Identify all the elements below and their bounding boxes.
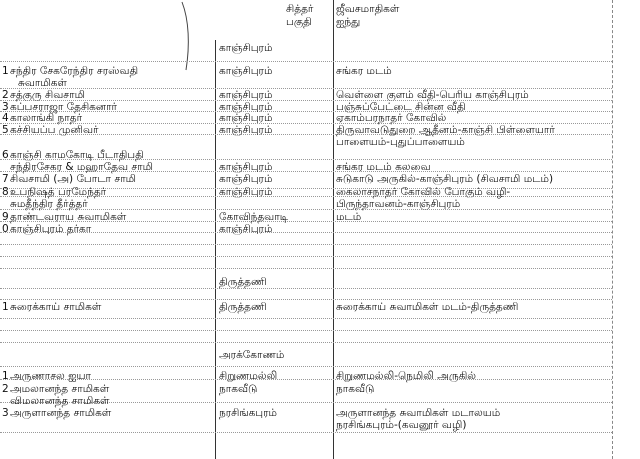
section-title: திருத்தணி	[219, 276, 267, 288]
row-number: 7	[2, 173, 9, 185]
samadhi-location: திருவாவடுதுறை ஆதீனம்-காஞ்சி பிள்ளையார்	[336, 124, 555, 136]
row-number: 2	[2, 89, 9, 101]
siddhar-name: அருணாசல ஐயா	[10, 370, 92, 382]
header-jeevasamadhi: ஜீவசமாதிகள்	[336, 3, 400, 15]
siddhar-name: கச்சியப்ப முனிவர்	[10, 124, 99, 136]
samadhi-location-line2: நரசிங்கபுரம்-(கவனூர் வழி)	[336, 419, 467, 431]
siddhar-name: கப்பசராஜா தேசிகனார்	[10, 101, 118, 113]
samadhi-location-line2: பாளையம்-புதுப்பாளையம்	[336, 136, 465, 148]
section-title: அரக்கோணம்	[219, 349, 285, 361]
place-name: திருத்தணி	[219, 301, 267, 313]
samadhi-location: ஏகாம்பரநாதர் கோவில்	[336, 112, 447, 124]
row-number: 6	[2, 149, 9, 161]
siddhar-name: அருளானந்த சாமிகள்	[10, 407, 112, 419]
row-rule	[0, 232, 612, 233]
samadhi-location: மடம்	[336, 211, 362, 223]
place-name: காஞ்சிபுரம்	[219, 124, 273, 136]
siddhar-name-line2: சந்திரசேகர & மஹாதேவ சாமி	[10, 161, 153, 173]
place-name: நாகவீடு	[219, 383, 258, 395]
place-name: காஞ்சிபுரம்	[219, 173, 273, 185]
header-siddhar: சித்தர்	[286, 3, 314, 15]
siddhar-name: காஞ்சி காமகோடி பீடாதிபதி	[10, 149, 144, 161]
place-name: காஞ்சிபுரம்	[219, 101, 273, 113]
row-rule	[0, 318, 612, 319]
row-number: 1	[2, 370, 9, 382]
row-rule	[0, 299, 612, 300]
siddhar-name-line2: விமலானந்த சாமிகள்	[10, 395, 110, 407]
siddhar-name: சுரைக்காய் சாமிகள்	[10, 301, 102, 313]
row-rule	[0, 379, 612, 380]
samadhi-location: வெள்ளை குளம் வீதி-பெரிய காஞ்சிபுரம்	[336, 89, 529, 101]
samadhi-location-line2: பிருந்தாவனம்-காஞ்சிபுரம்	[336, 198, 461, 210]
header-ainthu: ஐந்து	[336, 16, 361, 28]
samadhi-location: பஞ்சுப்பேட்டை சின்ன வீதி	[336, 101, 466, 113]
samadhi-location: சுரைக்காய் சுவாமிகள் மடம்-திருத்தணி	[336, 301, 519, 313]
row-number: 9	[2, 211, 9, 223]
row-rule	[0, 366, 612, 367]
column-divider-left	[215, 40, 216, 459]
siddhar-name: காஞ்சிபுரம் தர்கா	[10, 223, 92, 235]
row-rule	[0, 61, 612, 62]
row-rule	[0, 256, 612, 257]
siddhar-name: சந்திர சேகரேந்திர சரஸ்வதி	[10, 65, 139, 77]
row-number: 1	[2, 65, 9, 77]
samadhi-location: நாகவீடு	[336, 383, 375, 395]
row-number: 3	[2, 101, 9, 113]
siddhar-name: உபநிஷத் பரமேந்தர்	[10, 186, 107, 198]
place-name: காஞ்சிபுரம்	[219, 112, 273, 124]
row-number: 2	[2, 383, 9, 395]
samadhi-location: சிறுணமல்லி-நெமிலி அருகில்	[336, 370, 477, 382]
siddhar-name: சத்குரு சிவசாமி	[10, 89, 85, 101]
row-rule	[0, 209, 612, 210]
row-rule	[0, 268, 612, 269]
siddhar-name-line2: சுமதீந்திர தீர்த்தர்	[10, 198, 88, 210]
siddhar-name: தாண்டவராய சுவாமிகள்	[10, 211, 127, 223]
row-number: 0	[2, 223, 9, 235]
section-title: காஞ்சிபுரம்	[219, 42, 273, 54]
place-name: காஞ்சிபுரம்	[219, 186, 273, 198]
siddhar-name: சிவசாமி (அ) போடா சாமி	[10, 173, 137, 185]
place-name: காஞ்சிபுரம்	[219, 65, 273, 77]
place-name: காஞ்சிபுரம்	[219, 161, 273, 173]
siddhar-name-line2: சுவாமிகள்	[18, 77, 67, 89]
samadhi-location: அருளானந்த சுவாமிகள் மடாலயம்	[336, 407, 501, 419]
place-name: கோவிந்தவாடி	[219, 211, 289, 223]
column-divider-right	[612, 0, 613, 459]
row-number: 1	[2, 301, 9, 313]
row-number: 4	[2, 112, 9, 124]
samadhi-location: சங்கர மடம் கலவை	[336, 161, 431, 173]
row-rule	[0, 432, 612, 433]
row-rule	[0, 342, 612, 343]
siddhar-name: அமலானந்த சாமிகள்	[10, 383, 110, 395]
place-name: காஞ்சிபுரம்	[219, 223, 273, 235]
header-pakuthi: பகுதி	[286, 16, 312, 28]
place-name: காஞ்சிபுரம்	[219, 89, 273, 101]
row-rule	[0, 288, 612, 289]
row-number: 5	[2, 124, 9, 136]
place-name: நரசிங்கபுரம்	[219, 407, 277, 419]
place-name: சிறுணமல்லி	[219, 370, 278, 382]
column-divider-middle	[333, 0, 334, 459]
siddhar-name: காலாங்கி நாதர்	[10, 112, 83, 124]
row-number: 3	[2, 407, 9, 419]
samadhi-location: சுடுகாடு அருகில்-காஞ்சிபுரம் (சிவசாமி மடம்)	[336, 173, 554, 185]
row-rule	[0, 330, 612, 331]
samadhi-location: சங்கர மடம்	[336, 65, 392, 77]
samadhi-location: கைலாசநாதர் கோவில் போகும் வழி-	[336, 186, 511, 198]
row-rule	[0, 244, 612, 245]
row-number: 8	[2, 186, 9, 198]
